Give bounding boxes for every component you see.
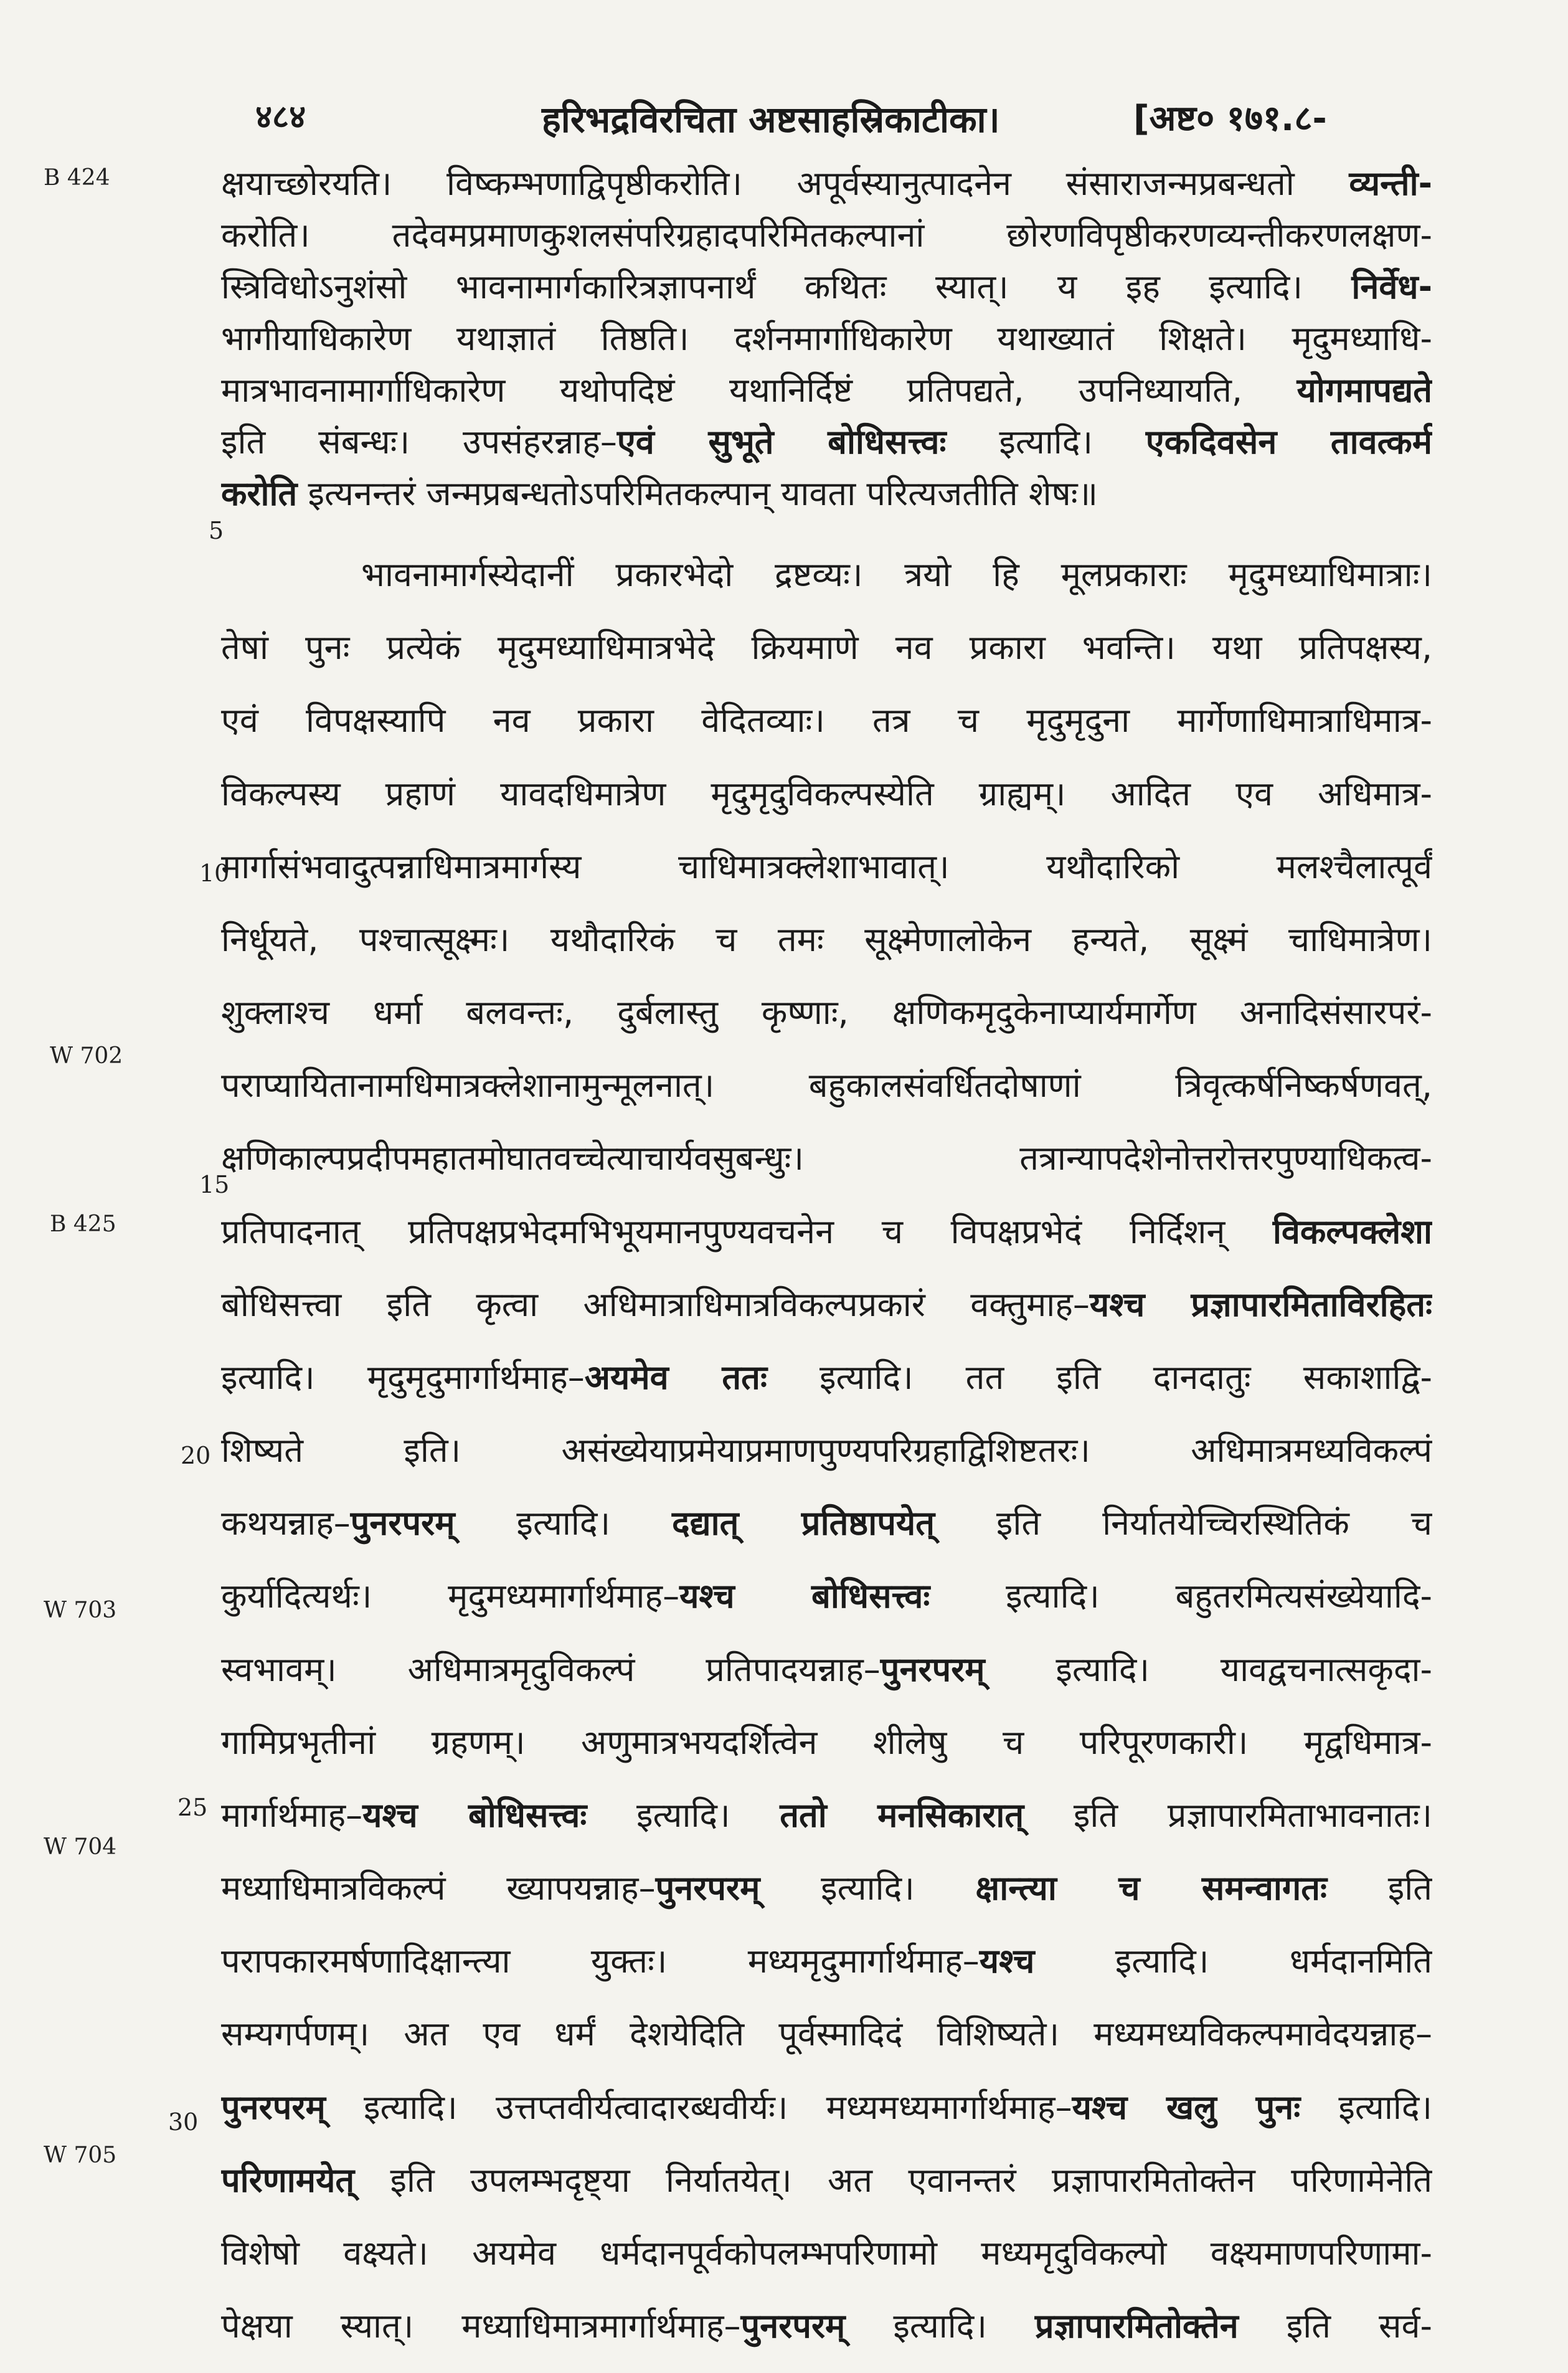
text-line: विशेषो वक्ष्यते। अयमेव धर्मदानपूर्वकोपलम्भपरिणामो मध्यमृदुविकल्पो वक्ष्यमाणपरिणामा-: [221, 2233, 1432, 2273]
line-number-20: 20: [181, 1442, 211, 1469]
text-line: इत्यादि। मृदुमृदुमार्गार्थमाह–अयमेव ततः इत्यादि। तत इति दानदातुः सकाशाद्वि-: [221, 1358, 1432, 1397]
text-line: क्षणिकाल्पप्रदीपमहातमोघातवच्चेत्याचार्यवसुबन्धुः। तत्रान्यापदेशेनोत्तरोत्तरपुण्याधिकत्व-: [221, 1139, 1432, 1178]
text-line: करोति। तदेवमप्रमाणकुशलसंपरिग्रहादपरिमितकल्पानां छोरणविपृष्ठीकरणव्यन्तीकरणलक्षण-: [221, 216, 1432, 255]
text-line: मार्गासंभवादुत्पन्नाधिमात्रमार्गस्य चाधिमात्रक्लेशाभावात्। यथौदारिको मलश्चैलात्पूर्वं: [221, 847, 1432, 886]
text-line: निर्धूयते, पश्चात्सूक्ष्मः। यथौदारिकं च तमः सूक्ष्मेणालोकेन हन्यते, सूक्ष्मं चाधिमात्रेण।: [221, 920, 1432, 959]
text-line: शुक्लाश्च धर्मा बलवन्तः, दुर्बलास्तु कृष्णाः, क्षणिकमृदुकेनाप्यार्यमार्गेण अनादिसंसारपरं-: [221, 993, 1432, 1032]
text-line: तेषां पुनः प्रत्येकं मृदुमध्याधिमात्रभेदे क्रियमाणे नव प्रकारा भवन्ति। यथा प्रतिपक्षस्य,: [221, 628, 1432, 667]
line-number-30: 30: [168, 2108, 199, 2136]
text-line: कथयन्नाह–पुनरपरम् इत्यादि। दद्यात् प्रतिष्ठापयेत् इति निर्यातयेच्चिरस्थितिकं च: [221, 1504, 1432, 1543]
text-line: करोति इत्यनन्तरं जन्मप्रबन्धतोऽपरिमितकल्पान् यावता परित्यजतीति शेषः॥: [221, 474, 1098, 513]
page-header: [0, 93, 1568, 149]
line-number-15: 15: [199, 1171, 230, 1198]
text-line: मार्गार्थमाह–यश्च बोधिसत्त्वः इत्यादि। ततो मनसिकारात् इति प्रज्ञापारमिताभावनातः।: [221, 1796, 1432, 1835]
text-line: इति संबन्धः। उपसंहरन्नाह–एवं सुभूते बोधिसत्त्वः इत्यादि। एकदिवसेन तावत्कर्म: [221, 422, 1432, 462]
running-title: हरिभद्रविरचिता अष्टसाहस्रिकाटीका।: [542, 98, 1000, 141]
text-line: भागीयाधिकारेण यथाज्ञातं तिष्ठति। दर्शनमार्गाधिकारेण यथाख्यातं शिक्षते। मृदुमध्याधि-: [221, 319, 1432, 358]
page-number: ४८४: [255, 98, 306, 136]
text-line: प्रतिपादनात् प्रतिपक्षप्रभेदमभिभूयमानपुण्यवचनेन च विपक्षप्रभेदं निर्दिशन् विकल्पक्लेशा: [221, 1212, 1432, 1251]
text-line: मध्याधिमात्रविकल्पं ख्यापयन्नाह–पुनरपरम् इत्यादि। क्षान्त्या च समन्वागतः इति: [221, 1869, 1432, 1908]
text-line: पराप्यायितानामधिमात्रक्लेशानामुन्मूलनात्। बहुकालसंवर्धितदोषाणां त्रिवृत्कर्षनिष्कर्षणवत्,: [221, 1066, 1432, 1105]
text-line: क्षयाच्छोरयति। विष्कम्भणाद्विपृष्ठीकरोति। अपूर्वस्यानुत्पादनेन संसाराजन्मप्रबन्धतो व्यन्ती-: [221, 164, 1432, 203]
text-line: पुनरपरम् इत्यादि। उत्तप्तवीर्यत्वादारब्धवीर्यः। मध्यमध्यमार्गार्थमाह–यश्च खलु पुनः इत्यादि।: [221, 2088, 1432, 2127]
margin-ref-b424: B 424: [44, 165, 110, 191]
text-line: बोधिसत्त्वा इति कृत्वा अधिमात्राधिमात्रविकल्पप्रकारं वक्तुमाह–यश्च प्रज्ञापारमिताविरहितः: [221, 1285, 1432, 1324]
text-line: स्त्रिविधोऽनुशंसो भावनामार्गकारित्रज्ञापनार्थं कथितः स्यात्। य इह इत्यादि। निर्वेध-: [221, 267, 1432, 306]
text-line: सम्यगर्पणम्। अत एव धर्मं देशयेदिति पूर्वस्मादिदं विशिष्यते। मध्यमध्यविकल्पमावेदयन्नाह–: [221, 2014, 1432, 2053]
text-line: एवं विपक्षस्यापि नव प्रकारा वेदितव्याः। तत्र च मृदुमृदुना मार्गेणाधिमात्राधिमात्र-: [221, 701, 1432, 740]
margin-ref-b425: B 425: [50, 1211, 116, 1237]
text-line: मात्रभावनामार्गाधिकारेण यथोपदिष्टं यथानिर्दिष्टं प्रतिपद्यते, उपनिध्यायति, योगमापद्यते: [221, 371, 1432, 410]
text-line: परिणामयेत् इति उपलम्भदृष्ट्या निर्यातयेत्। अत एवानन्तरं प्रज्ञापारमितोक्तेन परिणामेनेति: [221, 2161, 1432, 2200]
text-line: पेक्षया स्यात्। मध्याधिमात्रमार्गार्थमाह–पुनरपरम् इत्यादि। प्रज्ञापारमितोक्तेन इति सर्व-: [221, 2306, 1432, 2346]
text-line: विकल्पस्य प्रहाणं यावदधिमात्रेण मृदुमृदुविकल्पस्येति ग्राह्यम्। आदित एव अधिमात्र-: [221, 774, 1432, 813]
line-number-10: 10: [199, 860, 230, 887]
line-number-5: 5: [209, 517, 224, 544]
text-line: गामिप्रभृतीनां ग्रहणम्। अणुमात्रभयदर्शित्वेन शीलेषु च परिपूरणकारी। मृद्वधिमात्र-: [221, 1723, 1432, 1762]
margin-ref-w705: W 705: [44, 2143, 117, 2168]
margin-ref-w703: W 703: [44, 1598, 117, 1623]
section-reference: [अष्ट० १७१.८-: [1133, 98, 1327, 139]
text-line: शिष्यते इति। असंख्येयाप्रमेयाप्रमाणपुण्यपरिग्रहाद्विशिष्टतरः। अधिमात्रमध्यविकल्पं: [221, 1431, 1432, 1470]
text-line: स्वभावम्। अधिमात्रमृदुविकल्पं प्रतिपादयन्नाह–पुनरपरम् इत्यादि। यावद्वचनात्सकृदा-: [221, 1650, 1432, 1689]
line-number-25: 25: [177, 1794, 208, 1821]
margin-ref-w704: W 704: [44, 1834, 117, 1860]
margin-ref-w702: W 702: [50, 1043, 123, 1069]
text-line: कुर्यादित्यर्थः। मृदुमध्यमार्गार्थमाह–यश्च बोधिसत्त्वः इत्यादि। बहुतरमित्यसंख्येयादि-: [221, 1576, 1432, 1616]
text-line: परापकारमर्षणादिक्षान्त्या युक्तः। मध्यमृदुमार्गार्थमाह–यश्च इत्यादि। धर्मदानमिति: [221, 1941, 1432, 1981]
text-line: भावनामार्गस्येदानीं प्रकारभेदो द्रष्टव्यः। त्रयो हि मूलप्रकाराः मृदुमध्याधिमात्राः।: [361, 555, 1432, 594]
